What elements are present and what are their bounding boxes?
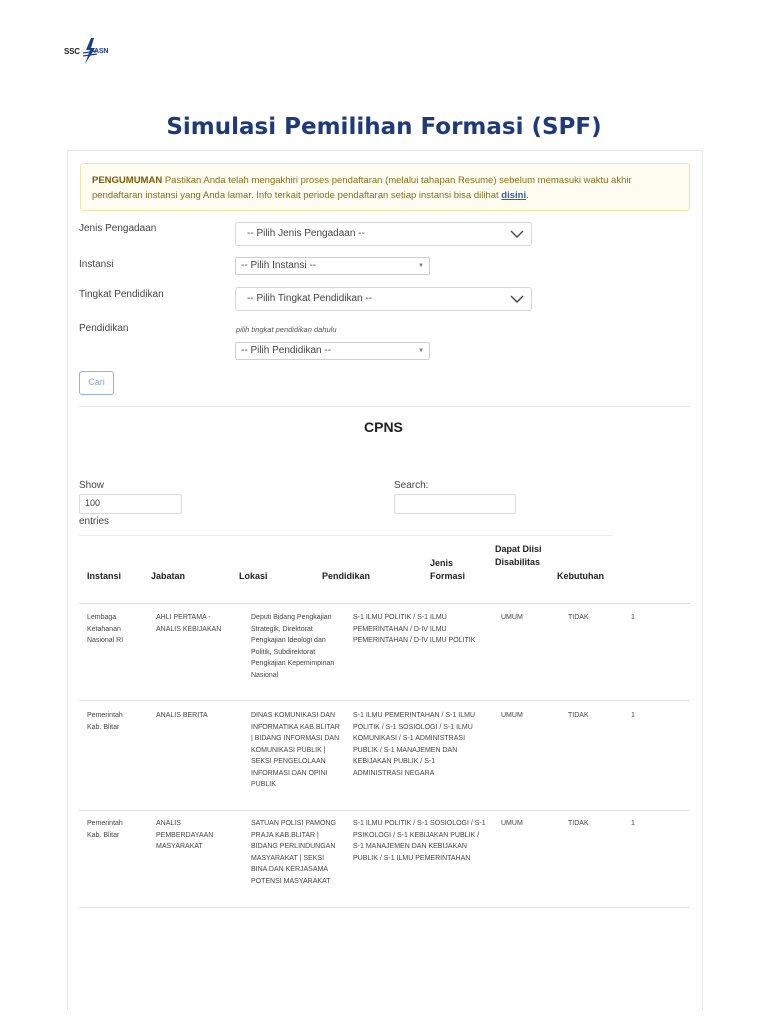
chevron-down-icon bbox=[510, 230, 524, 239]
cell-lokasi: SATUAN POLISI PAMONG PRAJA KAB.BLITAR | BIDANG PERLINDUNGAN MASYARAKAT | SEKSI BINA DAN KERJASAMA POTENSI MASYARAKAT bbox=[251, 820, 336, 885]
table-header-bottom-border bbox=[79, 603, 690, 604]
cell-instansi: Pemerintah Kab. Blitar bbox=[87, 712, 123, 731]
pendidikan-value: -- Pilih Pendidikan -- bbox=[241, 345, 332, 356]
ssc-asn-logo[interactable] bbox=[64, 38, 114, 64]
cell-jabatan: AHLI PERTAMA - ANALIS KEBIJAKAN bbox=[156, 614, 222, 633]
pendidikan-hint: pilih tingkat pendidikan dahulu bbox=[236, 325, 337, 334]
column-header-kebutuhan[interactable]: Kebutuhan bbox=[557, 571, 604, 581]
table-header-top-border bbox=[79, 535, 613, 536]
dropdown-arrow-icon: ▼ bbox=[418, 348, 424, 354]
show-label: Show bbox=[79, 480, 105, 491]
column-header-instansi[interactable]: Instansi bbox=[87, 571, 122, 581]
cell-instansi: Pemerintah Kab. Blitar bbox=[87, 820, 123, 839]
row-divider bbox=[79, 700, 690, 701]
announcement-label: PENGUMUMAN bbox=[92, 175, 163, 186]
pendidikan-label: Pendidikan bbox=[79, 323, 129, 334]
announcement-alert bbox=[80, 163, 690, 211]
column-header-pendidikan[interactable]: Pendidikan bbox=[322, 571, 371, 581]
page-title: Simulasi Pemilihan Formasi (SPF) bbox=[166, 114, 602, 140]
cell-disabilitas: TIDAK bbox=[568, 614, 589, 621]
dropdown-arrow-icon: ▼ bbox=[418, 263, 424, 269]
page-length-input[interactable]: 100 bbox=[79, 494, 182, 514]
cell-jenis-formasi: UMUM bbox=[501, 820, 523, 827]
column-header-jenis-formasi[interactable]: Jenis Formasi bbox=[430, 558, 466, 581]
cell-pendidikan: S-1 ILMU POLITIK / S-1 SOSIOLOGI / S-1 PSIKOLOGI / S-1 KEBIJAKAN PUBLIK / S-1 MANAJEMEN DAN KEBIJAKAN PUBLIK / S-1 ILMU PEMERINTAHAN bbox=[353, 820, 486, 862]
pendidikan-select[interactable] bbox=[235, 342, 430, 360]
cell-lokasi: Deputi Bidang Pengkajian Strategik, Direktorat Pengkajian Ideologi dan Politik, Subdirektorat Pengkajian Kepemimpinan Nasional bbox=[251, 614, 335, 679]
cell-lokasi: DINAS KOMUNIKASI DAN INFORMATIKA KAB.BLITAR | BIDANG INFORMASI DAN KOMUNIKASI PUBLIK | SEKSI PENGELOLAAN INFORMASI DAN OPINI PUBLIK bbox=[251, 712, 340, 788]
jenis-pengadaan-value: -- Pilih Jenis Pengadaan -- bbox=[247, 228, 365, 239]
cell-kebutuhan: 1 bbox=[631, 614, 635, 621]
cell-jenis-formasi: UMUM bbox=[501, 712, 523, 719]
cell-instansi: Lembaga Ketahanan Nasional RI bbox=[87, 614, 124, 644]
tingkat-pendidikan-select[interactable] bbox=[235, 287, 532, 311]
entries-label: entries bbox=[79, 516, 110, 527]
announcement-link[interactable]: disini bbox=[501, 190, 527, 201]
logo-text-asn: ASN bbox=[94, 48, 109, 55]
instansi-select[interactable] bbox=[235, 257, 430, 275]
cell-jenis-formasi: UMUM bbox=[501, 614, 523, 621]
announcement-end: . bbox=[526, 190, 529, 201]
tingkat-pendidikan-value: -- Pilih Tingkat Pendidikan -- bbox=[247, 293, 373, 304]
column-header-jabatan[interactable]: Jabatan bbox=[151, 571, 186, 581]
search-button[interactable]: Cari bbox=[79, 371, 114, 395]
column-header-disabilitas[interactable]: Dapat Diisi Disabilitas bbox=[495, 544, 542, 567]
cell-pendidikan: S-1 ILMU POLITIK / S-1 ILMU PEMERINTAHAN / D-IV ILMU PEMERINTAHAN / D-IV ILMU POLITIK bbox=[353, 614, 476, 644]
cell-jabatan: ANALIS BERITA bbox=[156, 712, 208, 719]
section-title: CPNS bbox=[364, 419, 403, 435]
section-divider bbox=[79, 406, 690, 407]
cell-jabatan: ANALIS PEMBERDAYAAN MASYARAKAT bbox=[156, 820, 214, 850]
cell-disabilitas: TIDAK bbox=[568, 712, 589, 719]
instansi-value: -- Pilih Instansi -- bbox=[241, 260, 317, 271]
tingkat-pendidikan-label: Tingkat Pendidikan bbox=[79, 289, 164, 300]
cell-pendidikan: S-1 ILMU PEMERINTAHAN / S-1 ILMU POLITIK / S-1 SOSIOLOGI / S-1 ILMU KOMUNIKASI / S-1 ADMINISTRASI PUBLIK / S-1 MANAJEMEN DAN KEBIJAKAN PUBLIK / S-1 ADMINISTRASI NEGARA bbox=[353, 712, 476, 777]
table-search-label: Search: bbox=[394, 480, 429, 491]
jenis-pengadaan-select[interactable] bbox=[235, 222, 532, 246]
announcement-text: Pastikan Anda telah mengakhiri proses pendaftaran (melalui tahapan Resume) sebelum memasuki waktu akhir pendaftaran instansi yang Anda lamar. Info terkait periode pendaftaran setiap instansi bisa dilihat bbox=[92, 175, 632, 201]
row-divider bbox=[79, 810, 690, 811]
cell-kebutuhan: 1 bbox=[631, 712, 635, 719]
jenis-pengadaan-label: Jenis Pengadaan bbox=[79, 223, 157, 234]
logo-text-ssc: SSC bbox=[64, 47, 80, 56]
cell-disabilitas: TIDAK bbox=[568, 820, 589, 827]
cell-kebutuhan: 1 bbox=[631, 820, 635, 827]
chevron-down-icon bbox=[510, 295, 524, 304]
table-search-input[interactable] bbox=[394, 494, 516, 514]
row-divider bbox=[79, 907, 690, 908]
column-header-lokasi[interactable]: Lokasi bbox=[239, 571, 268, 581]
instansi-label: Instansi bbox=[79, 259, 114, 270]
